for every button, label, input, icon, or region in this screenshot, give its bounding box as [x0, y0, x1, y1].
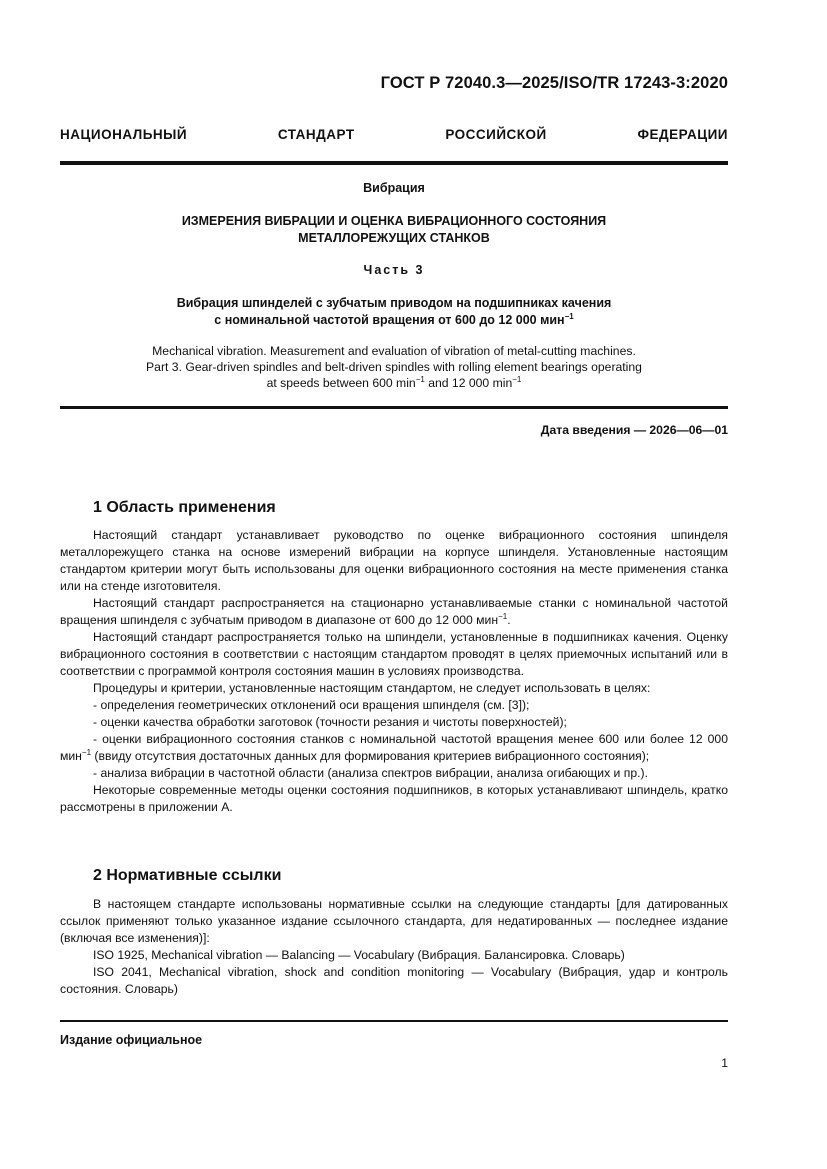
section2-heading: 2 Нормативные ссылки	[93, 867, 282, 884]
national-standard-heading: НАЦИОНАЛЬНЫЙ СТАНДАРТ РОССИЙСКОЙ ФЕДЕРАЦИИ	[60, 127, 728, 142]
list-item: - определения геометрических отклонений оси вращения шпинделя (см. [3]);	[93, 698, 530, 712]
standard-number: ГОСТ Р 72040.3—2025/ISO/TR 17243-3:2020	[380, 74, 728, 92]
title-main-line1: ИЗМЕРЕНИЯ ВИБРАЦИИ И ОЦЕНКА ВИБРАЦИОННОГО СОСТОЯНИЯ	[181, 214, 607, 228]
paragraph: Настоящий стандарт распространяется только на шпиндели, установленные в подшипниках качения. Оценку вибрационного состояния в соответствии с настоящим стандартом проводят в целях приемочных испытаний или в соответствии с программой контроля состояния машин в условиях производства.	[60, 630, 728, 678]
reference-item: ISO 1925, Mechanical vibration — Balancing — Vocabulary (Вибрация. Балансировка. Словарь)	[93, 948, 625, 962]
title-main	[60, 213, 728, 247]
part-line1: Вибрация шпинделей с зубчатым приводом на подшипниках качения	[176, 296, 612, 310]
paragraph: Настоящий стандарт устанавливает руководство по оценке вибрационного состояния шпинделя металлорежущего станка на основе измерений вибрации на корпусе шпинделя. Установленные настоящим стандартом критерии могут быть использованы для оценки вибрационного состояния на месте применения станка или на стенде изготовителя.	[60, 528, 728, 593]
en-line3: at speeds between 600 $\min^{-1}$ and 12 000 $\min^{-1}$	[266, 375, 522, 390]
exclusion-list	[60, 697, 728, 782]
reference-item: ISO 2041, Mechanical vibration, shock and condition monitoring — Vocabulary (Вибрация, удар и контроль состояния. Словарь)	[60, 965, 728, 996]
title-subject: Вибрация	[363, 181, 425, 195]
section1-heading: 1 Область применения	[93, 499, 276, 516]
introduction-date: Дата введения — 2026—06—01	[540, 423, 728, 437]
part-line2: с номинальной частотой вращения от 600 до 12 000 мин$^{-1}$	[214, 312, 574, 327]
page-number: 1	[721, 1056, 728, 1070]
title-divider	[60, 406, 728, 409]
section2-body	[60, 896, 728, 998]
paragraph: В настоящем стандарте использованы нормативные ссылки на следующие стандарты [для датированных ссылок применяют только указанное издание ссылочного стандарта, для недатированных — последнее издание (включая все изменения)]:	[60, 897, 728, 945]
header-divider	[60, 161, 728, 165]
title-english	[60, 343, 728, 391]
title-main-line2: МЕТАЛЛОРЕЖУЩИХ СТАНКОВ	[298, 231, 490, 245]
footer-divider	[60, 1020, 728, 1022]
paragraph: Процедуры и критерии, установленные настоящим стандартом, не следует использовать в целях:	[93, 681, 651, 695]
paragraph: Настоящий стандарт распространяется на стационарно устанавливаемые станки с номинальной частотой вращения шпинделя с зубчатым приводом в диапазоне от 600 до 12 000 мин$^{-1}$.	[60, 596, 728, 627]
section1-body	[60, 527, 728, 816]
title-part-name	[60, 295, 728, 329]
en-line1: Mechanical vibration. Measurement and evaluation of vibration of metal-cutting machines.	[152, 344, 636, 358]
title-part: Часть 3	[363, 263, 425, 277]
en-line2: Part 3. Gear-driven spindles and belt-driven spindles with rolling element bearings operating	[146, 360, 642, 374]
list-item: - оценки качества обработки заготовок (точности резания и чистоты поверхностей);	[93, 715, 567, 729]
list-item: - оценки вибрационного состояния станков с номинальной частотой вращения менее 600 или более 12 000 мин$^{-1}$ (ввиду отсутствия достаточных данных для формирования критериев вибрационного состояния);	[60, 732, 728, 763]
official-edition-label: Издание официальное	[60, 1033, 203, 1047]
paragraph: Некоторые современные методы оценки состояния подшипников, в которых устанавливают шпиндель, кратко рассмотрены в приложении А.	[60, 783, 728, 814]
list-item: - анализа вибрации в частотной области (анализа спектров вибрации, анализа огибающих и пр.).	[93, 766, 648, 780]
